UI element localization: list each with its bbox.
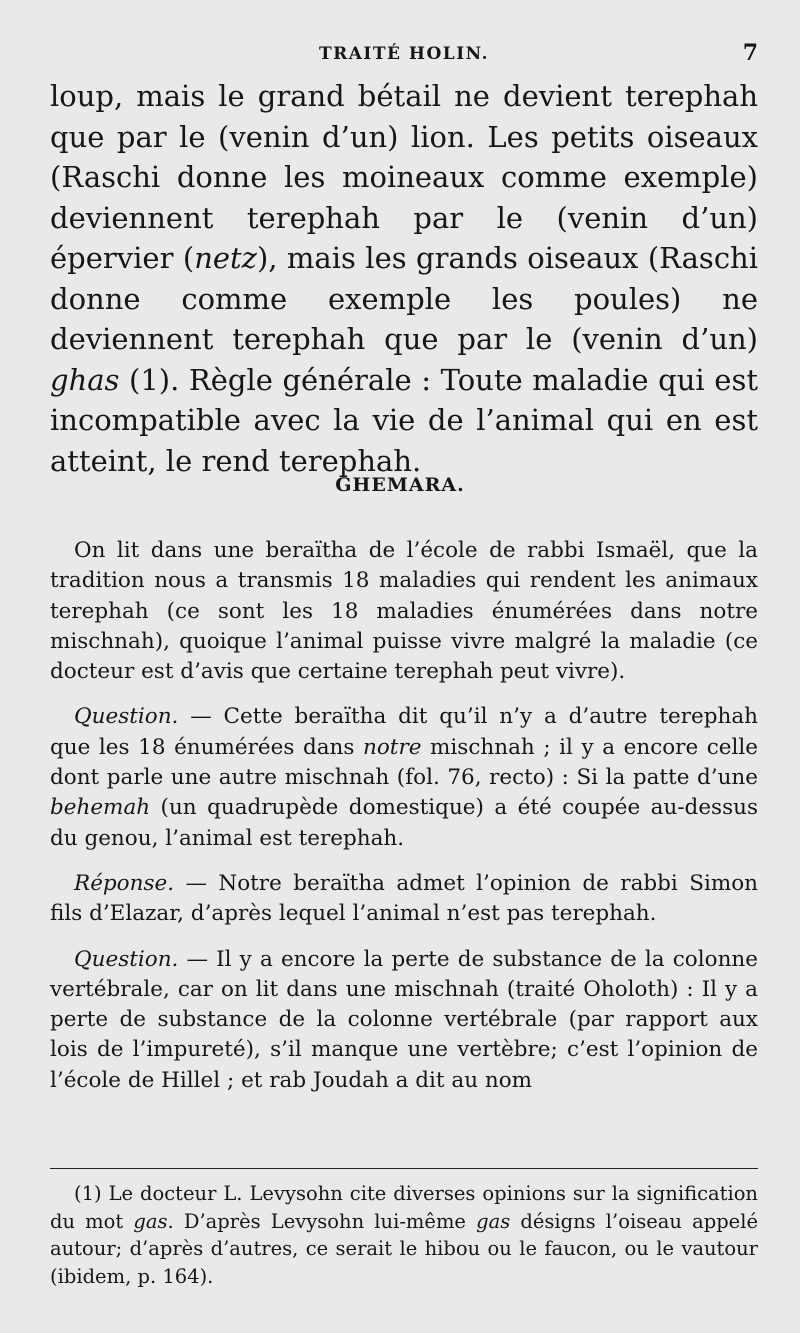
paragraph-question-2 — [50, 945, 758, 1096]
term-notre: notre — [363, 734, 422, 760]
question-1-text-a: — Cette beraïtha dit qu’il n’y a d’autre terephah que les 18 énumérées dans — [50, 704, 758, 760]
paragraph-1-text: On lit dans une beraïtha de l’école de rabbi Ismaël, que la tradition nous a transmis 18 maladies qui rendent les animaux terephah (ce sont les 18 maladies énumérées dans notre mischnah), quoique l’animal puisse vivre malgré la maladie (ce docteur est d’avis que certaine terephah peut vivre). — [50, 538, 758, 685]
page-number: 7 — [742, 40, 758, 66]
response-text: — Notre beraïtha admet l’opinion de rabbi Simon fils d’Elazar, d’après lequel l’animal n’est pas terephah. — [50, 870, 758, 927]
running-title: TRAITÉ HOLIN. — [318, 44, 490, 64]
question-label: Question. — [74, 946, 179, 972]
mishnah-part-1: loup, mais le grand bétail ne devient terephah que par le (venin d’un) lion. Les petits oiseaux (Raschi donne les moineaux comme exemple) deviennent terephah par le (venin d’un) épervier ( — [50, 79, 758, 275]
mishnah-part-2: ), mais les grands oiseaux (Raschi donne comme exemple les poules) ne deviennent terephah que par le (venin d’un) — [50, 241, 759, 356]
ghemara-text — [50, 536, 758, 1096]
page-header — [50, 40, 758, 70]
paragraph-1 — [50, 536, 758, 687]
footnote — [50, 1180, 758, 1290]
footnote-text-b: . D’après Levysohn lui-même — [167, 1209, 477, 1233]
paragraph-response — [50, 869, 758, 930]
mishnah-text — [50, 76, 758, 481]
term-ghas: ghas — [50, 362, 120, 397]
term-gas: gas — [133, 1209, 168, 1233]
term-netz: netz — [194, 241, 257, 275]
footnote-text-c: désigns l’oiseau appelé autour; d’après d’autres, ce serait le hibou ou le faucon, ou le vautour (ibidem, p. 164). — [50, 1209, 758, 1288]
term-gas: gas — [476, 1209, 511, 1233]
mishnah-part-3: (1). Règle générale : Toute maladie qui est incompatible avec la vie de l’animal qui en est atteint, le rend terephah. — [50, 362, 758, 478]
response-label: Réponse. — [74, 870, 175, 896]
footnote-text-a: (1) Le docteur L. Levysohn cite diverses opinions sur la signification du mot — [50, 1182, 758, 1233]
footnote-divider — [50, 1168, 758, 1169]
paragraph-question-1 — [50, 702, 758, 853]
term-behemah: behemah — [50, 795, 151, 821]
section-heading: GHEMARA. — [335, 474, 465, 496]
question-1-text-b: mischnah ; il y a encore celle dont parle une autre mischnah (fol. 76, recto) : Si la patte d’une — [50, 734, 759, 791]
question-1-text-c: (un quadrupède domestique) a été coupée au-dessus du genou, l’animal est terephah. — [50, 795, 758, 851]
question-2-text: — Il y a encore la perte de substance de la colonne vertébrale, car on lit dans une mischnah (traité Oholoth) : Il y a perte de substance de la colonne vertébrale (par rapport aux lois de l’impureté), s’il manque une vertèbre; c’est l’opinion de l’école de Hillel ; et rab Joudah a dit au nom — [50, 946, 758, 1093]
question-label: Question. — [74, 704, 179, 730]
